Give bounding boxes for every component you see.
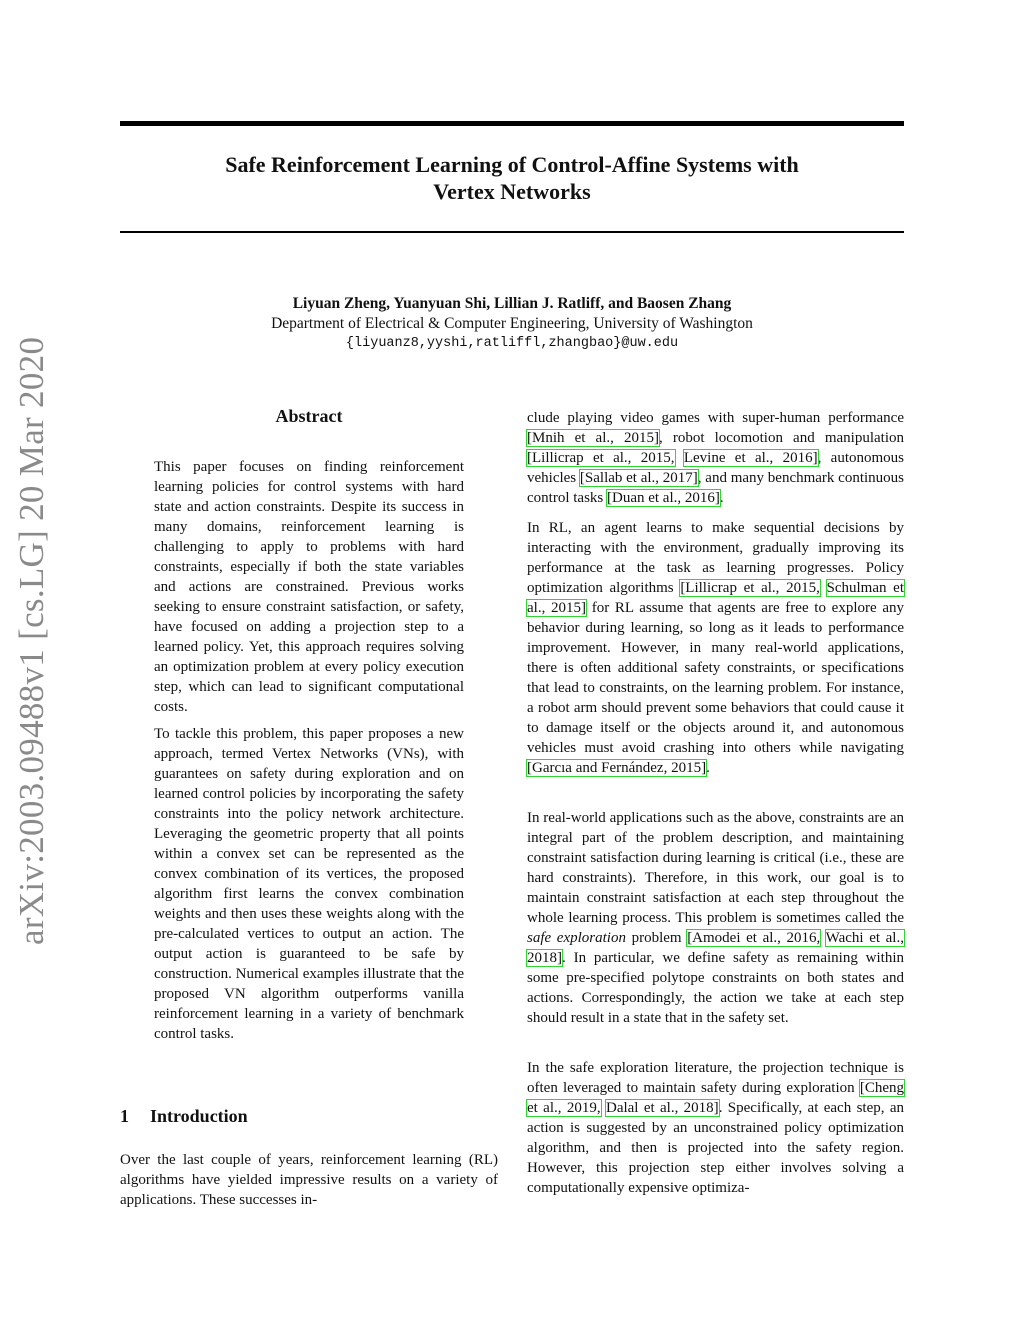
citation-link[interactable]: [Duan et al., 2016] [607,490,720,506]
text-run: clude playing video games with super-human performance [527,410,904,426]
citation-link[interactable]: [Lillicrap et al., 2015, [527,450,675,466]
emphasis-text: safe exploration [527,930,626,946]
intro-paragraph-1: Over the last couple of years, reinforcement learning (RL) algorithms have yielded impressive results on a variety of applications. These successes in- [120,1152,498,1208]
abstract-heading: Abstract [275,406,343,426]
intro-paragraph-continued [527,408,904,508]
citation-link[interactable]: Dalal et al., 2018] [605,1100,719,1116]
title-line-2: Vertex Networks [433,179,591,204]
citation-link[interactable]: Schulman et al., 2015] [527,580,904,616]
citation-link[interactable]: Levine et al., 2016] [683,450,818,466]
text-run: . In particular, we define safety as remaining within some pre-specified polytope constraints on both states and actions. Correspondingly, the action we take at each step should result in a state that in the safety set. [527,950,904,1026]
citation-link[interactable]: [Cheng et al., 2019, [527,1080,904,1116]
text-run: problem [625,930,688,946]
affiliation: Department of Electrical & Computer Engineering, University of Washington [271,315,753,332]
text-run: , robot locomotion and manipulation [658,430,904,446]
arxiv-identifier-stamp: arXiv:2003.09488v1 [cs.LG] 20 Mar 2020 [12,336,51,945]
intro-paragraph-2 [527,518,904,778]
text-run: for RL assume that agents are free to explore any behavior during learning, so long as it leads to performance improvement. However, in many real-world applications, there is often additional safety constraints, or specifications that lead to constraints, on the learning problem. For instance, a robot arm should prevent some behaviors that could cause it to damage itself or the objects around it, and autonomous vehicles must avoid crashing into others while navigating [527,600,904,756]
author-emails: {liyuanz8,yyshi,ratliffl,zhangbao}@uw.edu [345,336,679,351]
paper-title [120,151,904,205]
author-list: Liyuan Zheng, Yuanyuan Shi, Lillian J. Ratliff, and Baosen Zhang [292,295,732,312]
title-line-1: Safe Reinforcement Learning of Control-Affine Systems with [225,152,799,177]
section-number: 1 [120,1106,129,1126]
citation-link[interactable]: [Mnih et al., 2015] [527,430,659,446]
title-bottom-rule [120,231,904,233]
abstract-paragraph-2: To tackle this problem, this paper proposes a new approach, termed Vertex Networks (VNs), with guarantees on safety during exploration and on learned control policies by incorporating the safety constraints into the policy network architecture. Leveraging the geometric property that all points within a convex set can be represented as the convex combination of its vertices, the proposed algorithm first learns the convex combination weights and then uses these weights along with the pre-calculated vertices to output an action. The output action is guaranteed to be safe by construction. Numerical examples illustrate that the proposed VN algorithm outperforms vanilla reinforcement learning in a variety of benchmark control tasks. [154,726,464,1042]
text-run: , autonomous vehicles [527,450,904,486]
section-title: Introduction [150,1106,248,1126]
intro-paragraph-3 [527,808,904,1028]
text-run: . Specifically, at each step, an action is suggested by an unconstrained policy optimization algorithm, and then is projected into the safety region. However, this projection step either involves solving a computationally expensive optimiza- [527,1100,904,1196]
title-top-rule [120,121,904,126]
text-run: In the safe exploration literature, the projection technique is often leveraged to maintain safety during exploration [527,1060,904,1096]
text-run: In RL, an agent learns to make sequential decisions by interacting with the environment, gradually improving its performance at the task as learning progresses. Policy optimization algorithms [527,520,904,596]
citation-link[interactable]: [Garcıa and Fernández, 2015] [527,760,707,776]
text-run: , and many benchmark continuous control tasks [527,470,904,506]
intro-paragraph-4 [527,1058,904,1198]
text-run: In real-world applications such as the above, constraints are an integral part of the problem description, and maintaining constraint satisfaction during learning is critical (i.e., these are hard constraints). Therefore, in this work, our goal is to maintain constraint satisfaction at each step throughout the whole learning process. This problem is sometimes called the [527,810,904,926]
citation-link[interactable]: Wachi et al., 2018] [527,930,904,966]
text-run: . [719,490,724,506]
abstract-paragraph-1: This paper focuses on finding reinforcement learning policies for control systems with hard state and action constraints. Despite its success in many domains, reinforcement learning is challenging to apply to problems with hard constraints, especially if both the state variables and actions are constrained. Previous works seeking to ensure constraint satisfaction, or safety, have focused on adding a projection step to a learned policy. Yet, this approach requires solving an optimization problem at every policy execution step, which can lead to significant computational costs. [154,459,464,715]
citation-link[interactable]: [Lillicrap et al., 2015, [680,580,820,596]
citation-link[interactable]: [Amodei et al., 2016, [687,930,821,946]
text-run: . [706,760,710,776]
section-heading-introduction [120,1104,248,1128]
citation-link[interactable]: [Sallab et al., 2017] [579,470,698,486]
